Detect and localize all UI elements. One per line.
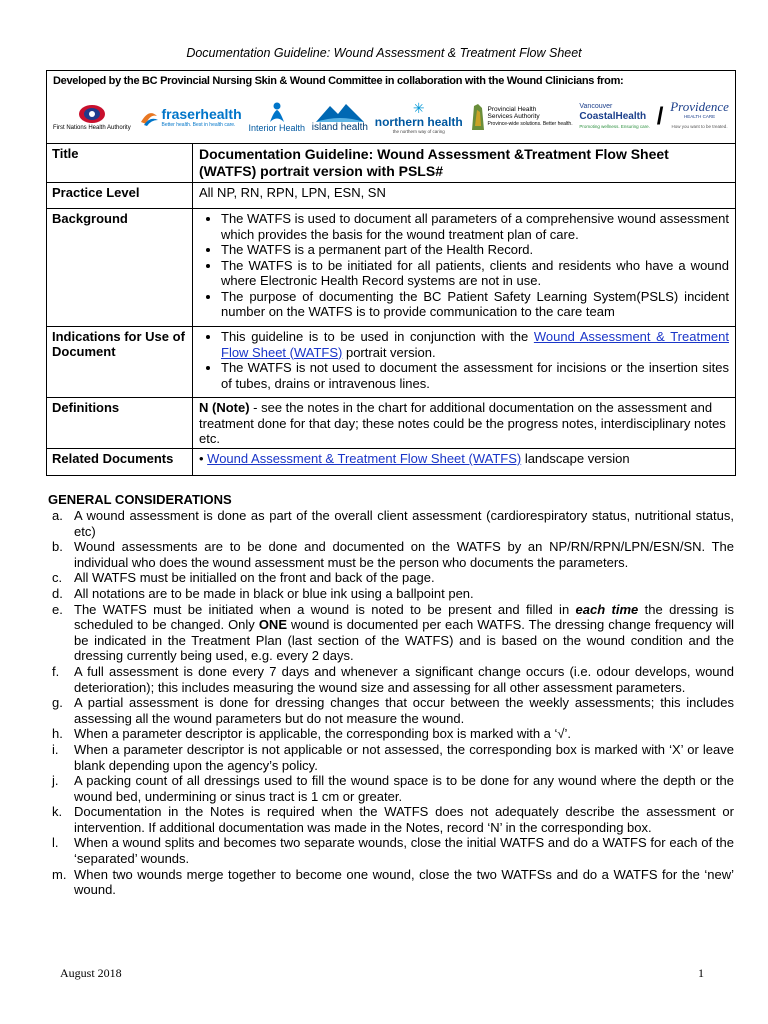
item-text: All WATFS must be initialled on the front and back of the page.	[74, 570, 435, 586]
consideration-item	[52, 602, 734, 664]
footer-date: August 2018	[60, 966, 122, 980]
item-letter: i.	[52, 741, 59, 757]
fnha-logo-icon	[77, 103, 107, 125]
consideration-item	[52, 742, 734, 773]
background-item: • The WATFS is used to document all parameters of a comprehensive wound assessment which provides the basis for the wound treatment plan of care.	[221, 211, 729, 242]
definitions-content	[193, 398, 735, 448]
fraser-health-tagline: Better health. Best in health care.	[161, 122, 236, 128]
vch-logo	[579, 102, 650, 132]
item-text-part: The WATFS must be initiated when a wound is noted to be present and filled in	[74, 601, 576, 617]
background-item: • The WATFS is to be initiated for all patients, clients and residents who have a wound where Electronic Health Record systems are not in use.	[221, 258, 729, 289]
consideration-item	[52, 726, 734, 742]
northern-health-logo	[375, 101, 463, 134]
related-documents-label: Related Documents	[47, 449, 193, 475]
item-text: All notations are to be made in black or blue ink using a ballpoint pen.	[74, 585, 474, 601]
title-row	[47, 144, 735, 183]
item-letter: h.	[52, 726, 63, 742]
phsa-tagline: Province-wide solutions. Better health.	[487, 120, 573, 127]
item-text: A packing count of all dressings used to fill the wound space is to be done for any wound where the depth or the wound bed, undermining or sinus tract is 1 cm or greater.	[74, 773, 734, 804]
item-letter: l.	[52, 835, 59, 851]
title-value: Documentation Guideline: Wound Assessment &Treatment Flow Sheet (WATFS) portrait version with PSLS#	[199, 146, 669, 179]
fraser-health-logo	[138, 106, 242, 128]
phsa-logo	[470, 102, 573, 132]
definitions-text: - see the notes in the chart for additional documentation on the assessment and treatment done for that day; these notes could be the progress notes, interdisciplinary notes etc.	[199, 400, 726, 446]
island-health-icon	[316, 102, 364, 122]
consideration-item	[52, 664, 734, 695]
consideration-item	[52, 695, 734, 726]
fnha-logo	[53, 103, 131, 132]
northern-health-tagline: the northern way of caring	[392, 128, 445, 134]
background-label: Background	[47, 209, 193, 326]
vch-text-1: Vancouver	[579, 103, 613, 110]
phsa-text-2: Services Authority	[487, 113, 540, 121]
item-letter: a.	[52, 508, 63, 523]
indications-label: Indications for Use of Document	[47, 327, 193, 397]
vch-text-2: CoastalHealth	[579, 111, 647, 122]
fraser-health-text: fraserhealth	[161, 106, 242, 122]
item-text-part: the dressing is scheduled to be changed. Only	[74, 601, 734, 633]
item-text: A partial assessment is done for dressing changes that occur between the weekly assessments; this includes assessing all the wound parameters but do not measure the wound.	[74, 695, 734, 726]
providence-tagline: How you want to be treated.	[671, 124, 728, 129]
vch-tagline: Promoting wellness. Ensuring care.	[579, 124, 650, 129]
definitions-term: N (Note)	[199, 400, 250, 415]
consideration-item	[52, 539, 734, 570]
watfs-portrait-link[interactable]: Wound Assessment & Treatment Flow Sheet (WATFS)	[221, 329, 729, 360]
item-text: A wound assessment is done as part of the overall client assessment (cardiorespiratory status, nutritional status, etc)	[74, 508, 734, 539]
item-text: When a parameter descriptor is not applicable or not assessed, the corresponding box is marked with ‘X’ or leave blank depending upon the agency’s policy.	[74, 741, 734, 773]
background-row	[47, 209, 735, 327]
providence-text: Providence	[670, 99, 729, 114]
interior-health-logo	[248, 101, 305, 133]
consideration-item	[52, 508, 734, 539]
item-letter: d.	[52, 585, 63, 601]
fraser-health-icon	[138, 106, 160, 128]
item-letter: f.	[52, 663, 60, 679]
related-documents-text: landscape version	[521, 451, 630, 466]
item-text: When a wound splits and becomes two separate wounds, close the initial WATFS and do a WATFS for each of the ‘separated’ wounds.	[74, 835, 734, 867]
item-text-part: wound is documented per each WATFS. The dressing change frequency will be indicated in the Treatment Plan (last section of the WATFS) and is based on the wound condition and the dressing currently being used, e.g. every 2 days.	[74, 617, 734, 664]
practice-level-label: Practice Level	[47, 183, 193, 208]
item-text: A full assessment is done every 7 days and whenever a significant change occurs (i.e. odour develops, wound deterioration); this includes measuring the wound size and assessing for all other assessment parameters.	[74, 663, 734, 695]
indications-item: • The WATFS is not used to document the assessment for incisions or the insertion sites of tubes, drains or intravenous lines.	[221, 360, 729, 391]
bullet-icon: •	[199, 451, 208, 466]
item-text: When two wounds merge together to become one wound, close the two WATFSs and do a WATFS for the ‘new’ wound.	[74, 866, 734, 898]
phsa-icon	[470, 102, 486, 132]
indications-content	[193, 327, 735, 397]
consideration-item	[52, 570, 734, 586]
item-emphasis: each time	[575, 601, 639, 617]
item-letter: m.	[52, 866, 67, 882]
item-emphasis: ONE	[258, 617, 287, 633]
consideration-item	[52, 867, 734, 898]
item-text: Wound assessments are to be done and documented on the WATFS by an NP/RN/RPN/LPN/ESN/SN. The individual who does the wound assessment must be the person who documents the parameters.	[74, 539, 734, 570]
background-item: • The WATFS is a permanent part of the Health Record.	[221, 242, 729, 258]
item-letter: b.	[52, 539, 63, 555]
indications-text-post: portrait version.	[342, 344, 436, 360]
consideration-item	[52, 586, 734, 602]
consideration-item	[52, 804, 734, 835]
practice-level-value: All NP, RN, RPN, LPN, ESN, SN	[199, 185, 386, 200]
indications-item	[221, 329, 729, 360]
item-text: Documentation in the Notes is required when the WATFS does not adequately describe the assessment or intervention. If additional documentation was made in the Notes, record ‘N’ in the corresponding box.	[74, 804, 734, 835]
item-text	[74, 602, 734, 664]
northern-health-text: northern health	[374, 114, 463, 129]
island-health-logo	[312, 102, 368, 133]
guideline-table	[46, 70, 736, 476]
indications-text: This guideline is to be used in conjunction with the	[221, 329, 534, 344]
page-number: 1	[698, 966, 704, 980]
interior-health-icon	[266, 101, 288, 123]
general-considerations-list	[52, 508, 734, 898]
providence-logo	[670, 99, 729, 132]
item-text: When a parameter descriptor is applicable, the corresponding box is marked with a ‘√’.	[74, 726, 572, 742]
developed-by-text: Developed by the BC Provincial Nursing Skin & Wound Committee in collaboration with the Wound Clinicians from:	[53, 75, 624, 87]
background-content	[193, 209, 735, 326]
item-letter: k.	[52, 804, 63, 820]
indications-row	[47, 327, 735, 398]
logo-separator: /	[656, 103, 664, 130]
fnha-logo-text: First Nations Health Authority	[53, 124, 131, 131]
title-label: Title	[47, 144, 193, 182]
general-considerations-title: GENERAL CONSIDERATIONS	[48, 492, 232, 507]
item-letter: j.	[52, 773, 59, 789]
island-health-text: island health	[311, 121, 368, 133]
interior-health-text: Interior Health	[248, 123, 305, 133]
developed-by-row	[47, 71, 735, 144]
item-letter: e.	[52, 601, 63, 617]
definitions-row	[47, 398, 735, 449]
definitions-label: Definitions	[47, 398, 193, 448]
related-documents-content	[193, 449, 735, 475]
snowflake-icon: ✳	[412, 99, 425, 116]
logo-strip	[53, 95, 729, 139]
practice-level-row	[47, 183, 735, 209]
phsa-text-1: Provincial Health	[487, 105, 537, 113]
item-letter: g.	[52, 695, 63, 711]
watfs-landscape-link[interactable]: Wound Assessment & Treatment Flow Sheet (WATFS)	[207, 451, 522, 466]
background-item: • The purpose of documenting the BC Patient Safety Learning System(PSLS) incident number on the WATFS is to provide communication to the care team	[221, 289, 729, 320]
document-header-title: Documentation Guideline: Wound Assessment & Treatment Flow Sheet	[186, 46, 582, 60]
related-documents-row	[47, 449, 735, 475]
providence-sub: HEALTH CARE	[683, 114, 716, 119]
consideration-item	[52, 773, 734, 804]
item-letter: c.	[52, 570, 63, 586]
consideration-item	[52, 835, 734, 866]
